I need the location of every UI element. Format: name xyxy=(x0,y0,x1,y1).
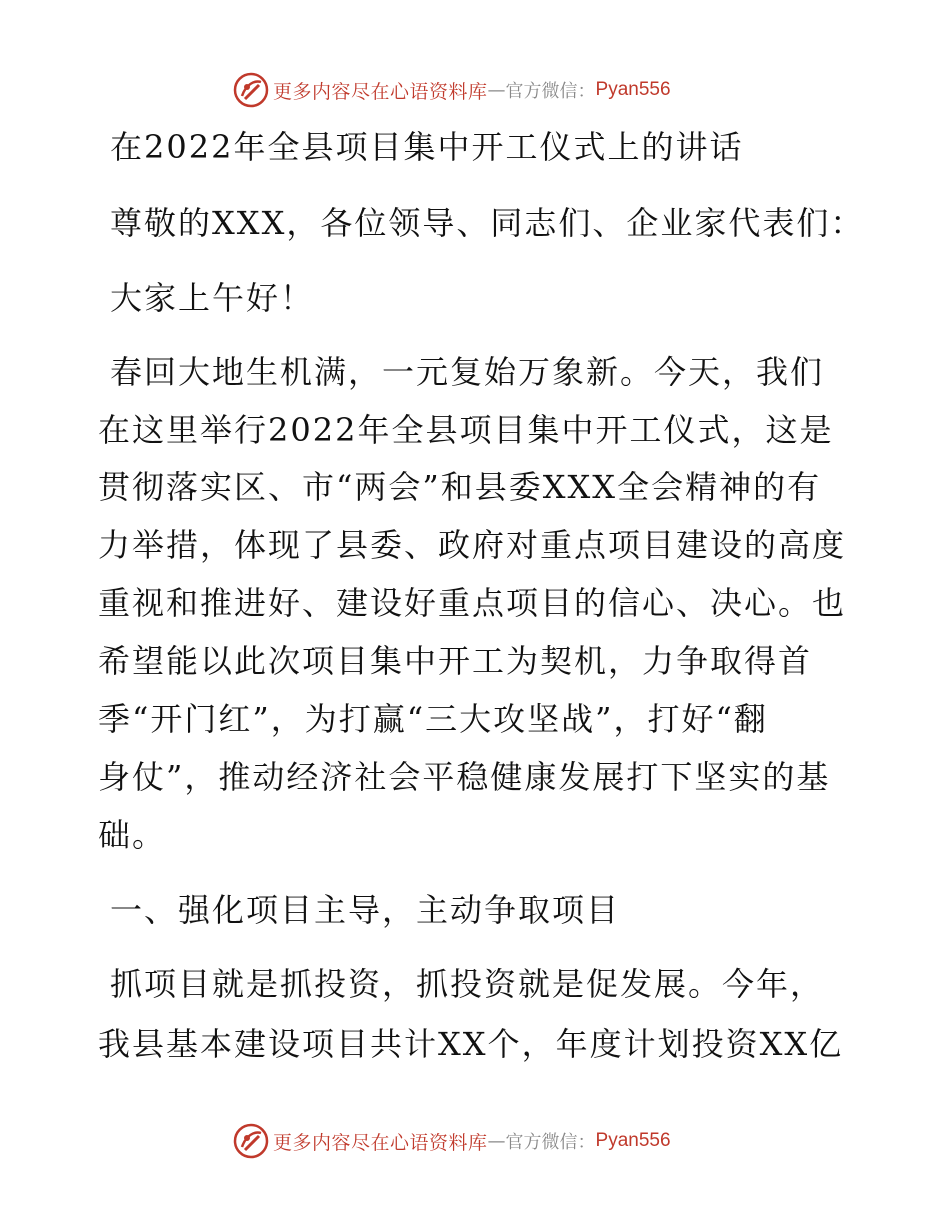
paragraph-line: 在这里举行2022年全县项目集中开工仪式，这是 xyxy=(98,411,834,449)
paragraph-line: 力举措，体现了县委、政府对重点项目建设的高度 xyxy=(98,526,847,564)
document-title: 在2022年全县项目集中开工仪式上的讲话 xyxy=(110,128,744,166)
paragraph-line: 抓项目就是抓投资，抓投资就是促发展。今年， xyxy=(110,965,825,1003)
watermark-separator: — xyxy=(487,1130,506,1152)
watermark-banner-bottom xyxy=(233,1121,671,1161)
paragraph-line: 季“开门红”，为打赢“三大攻坚战”，打好“翻 xyxy=(98,700,768,738)
watermark-account: Pyan556 xyxy=(595,1130,671,1151)
paragraph-line: 础。 xyxy=(98,816,167,854)
watermark-site-text: 更多内容尽在心语资料库 xyxy=(273,1131,488,1154)
paragraph-line: 身仗”，推动经济社会平稳健康发展打下坚实的基 xyxy=(98,758,831,796)
watermark-official-label: 官方微信： xyxy=(505,1132,596,1153)
paragraph-line: 我县基本建设项目共计XX个，年度计划投资XX亿 xyxy=(98,1025,844,1063)
salutation: 尊敬的XXX，各位领导、同志们、企业家代表们： xyxy=(110,204,865,242)
paragraph-line: 希望能以此次项目集中开工为契机，力争取得首 xyxy=(98,642,813,680)
watermark-separator: — xyxy=(487,79,506,101)
section-heading: 一、强化项目主导，主动争取项目 xyxy=(110,891,621,929)
watermark-account: Pyan556 xyxy=(595,79,671,100)
watermark-site-text: 更多内容尽在心语资料库 xyxy=(273,80,488,103)
red-seal-logo-icon xyxy=(233,72,269,108)
greeting: 大家上午好！ xyxy=(110,279,315,317)
watermark-official-label: 官方微信： xyxy=(505,81,596,102)
paragraph-line: 重视和推进好、建设好重点项目的信心、决心。也 xyxy=(98,584,847,622)
paragraph-line: 贯彻落实区、市“两会”和县委XXX全会精神的有 xyxy=(98,468,822,506)
red-seal-logo-icon xyxy=(233,1123,269,1159)
paragraph-line: 春回大地生机满，一元复始万象新。今天，我们 xyxy=(110,353,825,391)
watermark-banner-top xyxy=(233,70,671,110)
